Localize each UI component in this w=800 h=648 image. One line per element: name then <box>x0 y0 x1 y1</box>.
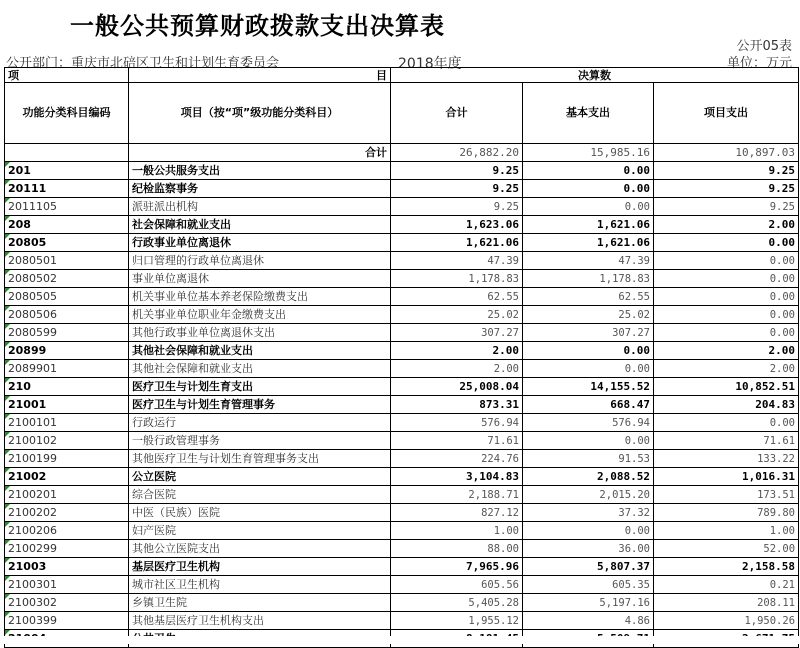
row-code[interactable] <box>5 414 129 432</box>
table-row <box>5 252 799 270</box>
row-project[interactable]: 208.11 <box>654 594 799 612</box>
row-basic[interactable]: 576.94 <box>523 414 654 432</box>
row-code-text: 2100199 <box>8 451 57 465</box>
row-basic[interactable]: 605.35 <box>523 576 654 594</box>
row-name[interactable]: 妇产医院 <box>129 522 391 540</box>
header-item-left[interactable]: 项 <box>5 68 129 83</box>
row-project[interactable]: 2.00 <box>654 216 799 234</box>
row-project[interactable]: 2.00 <box>654 360 799 378</box>
row-basic[interactable]: 0.00 <box>523 522 654 540</box>
cell-marker-icon <box>5 288 10 293</box>
row-total[interactable]: 9.25 <box>391 198 523 216</box>
row-project[interactable]: 0.00 <box>654 234 799 252</box>
row-total[interactable]: 62.55 <box>391 288 523 306</box>
row-name[interactable]: 城市社区卫生机构 <box>129 576 391 594</box>
row-code[interactable] <box>5 306 129 324</box>
department-label: 公开部门：重庆市北碚区卫生和计划生育委员会 <box>6 56 280 71</box>
header-final-amount[interactable]: 决算数 <box>391 68 799 83</box>
row-name[interactable]: 派驻派出机构 <box>129 198 391 216</box>
row-basic[interactable]: 0.00 <box>523 432 654 450</box>
row-name[interactable]: 乡镇卫生院 <box>129 594 391 612</box>
row-basic[interactable]: 0.00 <box>523 180 654 198</box>
row-name[interactable]: 其他医疗卫生与计划生育管理事务支出 <box>129 450 391 468</box>
row-code[interactable] <box>5 558 129 576</box>
cell-marker-icon <box>5 540 10 545</box>
row-basic[interactable]: 14,155.52 <box>523 378 654 396</box>
row-code[interactable] <box>5 540 129 558</box>
table-row <box>5 216 799 234</box>
row-code-text: 2100201 <box>8 487 57 501</box>
row-total[interactable]: 827.12 <box>391 504 523 522</box>
row-name[interactable]: 基层医疗卫生机构 <box>129 558 391 576</box>
cell-marker-icon <box>5 558 10 563</box>
row-total[interactable]: 2.00 <box>391 342 523 360</box>
row-total[interactable]: 5,405.28 <box>391 594 523 612</box>
row-project[interactable]: 0.00 <box>654 324 799 342</box>
row-basic[interactable]: 62.55 <box>523 288 654 306</box>
cell-marker-icon <box>5 432 10 437</box>
header-project[interactable]: 项目支出 <box>654 83 799 144</box>
row-basic[interactable]: 37.32 <box>523 504 654 522</box>
row-code-text: 2100299 <box>8 541 57 555</box>
row-code[interactable] <box>5 576 129 594</box>
row-project[interactable]: 1,016.31 <box>654 468 799 486</box>
fiscal-year: 2018年度 <box>398 56 462 72</box>
row-code[interactable] <box>5 432 129 450</box>
row-total[interactable]: 9.25 <box>391 180 523 198</box>
row-code-text: 2011105 <box>8 199 57 213</box>
cell-marker-icon <box>5 306 10 311</box>
row-name[interactable]: 一般行政管理事务 <box>129 432 391 450</box>
row-name[interactable]: 综合医院 <box>129 486 391 504</box>
table-row <box>5 396 799 414</box>
table-row <box>5 468 799 486</box>
row-basic[interactable]: 0.00 <box>523 342 654 360</box>
row-name[interactable]: 机关事业单位基本养老保险缴费支出 <box>129 288 391 306</box>
cell-marker-icon <box>5 270 10 275</box>
row-project[interactable]: 52.00 <box>654 540 799 558</box>
row-name[interactable]: 其他基层医疗卫生机构支出 <box>129 612 391 630</box>
row-project[interactable]: 0.00 <box>654 306 799 324</box>
table-row <box>5 432 799 450</box>
row-code-text: 210 <box>8 379 31 393</box>
row-code[interactable] <box>5 252 129 270</box>
row-total[interactable]: 307.27 <box>391 324 523 342</box>
table-row <box>5 288 799 306</box>
row-basic[interactable]: 0.00 <box>523 162 654 180</box>
header-row-columns <box>5 83 799 144</box>
table-row <box>5 360 799 378</box>
row-basic[interactable]: 47.39 <box>523 252 654 270</box>
row-project[interactable]: 1,950.26 <box>654 612 799 630</box>
row-code[interactable] <box>5 324 129 342</box>
cell-marker-icon <box>5 594 10 599</box>
row-code[interactable] <box>5 594 129 612</box>
row-project[interactable]: 9.25 <box>654 198 799 216</box>
table-row <box>5 450 799 468</box>
row-code[interactable] <box>5 486 129 504</box>
row-project[interactable]: 71.61 <box>654 432 799 450</box>
row-project[interactable]: 1.00 <box>654 522 799 540</box>
row-name[interactable]: 机关事业单位职业年金缴费支出 <box>129 306 391 324</box>
row-total[interactable]: 9.25 <box>391 162 523 180</box>
row-name[interactable]: 其他社会保障和就业支出 <box>129 342 391 360</box>
sheet-bottom-edge <box>0 636 800 644</box>
row-project[interactable]: 204.83 <box>654 396 799 414</box>
row-basic[interactable]: 91.53 <box>523 450 654 468</box>
row-code-text: 208 <box>8 217 31 231</box>
cell-marker-icon <box>5 504 10 509</box>
table-row <box>5 324 799 342</box>
cell-marker-icon <box>5 576 10 581</box>
row-code-text: 20805 <box>8 235 47 249</box>
row-basic[interactable]: 25.02 <box>523 306 654 324</box>
row-project[interactable]: 133.22 <box>654 450 799 468</box>
row-project[interactable]: 789.80 <box>654 504 799 522</box>
table-row <box>5 342 799 360</box>
row-total[interactable]: 1,955.12 <box>391 612 523 630</box>
row-code[interactable] <box>5 288 129 306</box>
row-name[interactable]: 其他社会保障和就业支出 <box>129 360 391 378</box>
table-row <box>5 522 799 540</box>
row-project[interactable]: 0.21 <box>654 576 799 594</box>
row-basic[interactable]: 2,015.20 <box>523 486 654 504</box>
cell-marker-icon <box>5 162 10 167</box>
row-code[interactable] <box>5 162 129 180</box>
row-name[interactable]: 行政事业单位离退休 <box>129 234 391 252</box>
row-name[interactable]: 行政运行 <box>129 414 391 432</box>
row-total[interactable]: 47.39 <box>391 252 523 270</box>
table-row <box>5 162 799 180</box>
row-code[interactable] <box>5 450 129 468</box>
row-code[interactable] <box>5 216 129 234</box>
header-code[interactable]: 功能分类科目编码 <box>5 83 129 144</box>
row-basic[interactable]: 1,621.06 <box>523 216 654 234</box>
row-total[interactable]: 71.61 <box>391 432 523 450</box>
cell-marker-icon <box>5 360 10 365</box>
row-project[interactable]: 2,158.58 <box>654 558 799 576</box>
row-total[interactable]: 605.56 <box>391 576 523 594</box>
table-row <box>5 576 799 594</box>
cell-marker-icon <box>5 216 10 221</box>
table-row <box>5 198 799 216</box>
table-row <box>5 612 799 630</box>
header-item-right[interactable]: 目 <box>129 68 391 83</box>
row-total[interactable]: 576.94 <box>391 414 523 432</box>
row-name[interactable]: 归口管理的行政单位离退休 <box>129 252 391 270</box>
row-code[interactable] <box>5 234 129 252</box>
row-code-text: 2100302 <box>8 595 57 609</box>
row-code-text: 21002 <box>8 469 47 483</box>
table-row <box>5 594 799 612</box>
row-code[interactable] <box>5 612 129 630</box>
table-row <box>5 306 799 324</box>
row-code-text: 2080501 <box>8 253 57 267</box>
row-code-text: 21003 <box>8 559 47 573</box>
row-code-text: 2100399 <box>8 613 57 627</box>
cell-marker-icon <box>5 522 10 527</box>
row-code-text: 2080599 <box>8 325 57 339</box>
row-basic[interactable]: 0.00 <box>523 198 654 216</box>
table-row <box>5 414 799 432</box>
table-row <box>5 180 799 198</box>
report-title: 一般公共预算财政拨款支出决算表 <box>70 12 445 40</box>
total-label[interactable]: 合计 <box>129 144 391 162</box>
row-basic[interactable]: 5,807.37 <box>523 558 654 576</box>
row-total[interactable]: 1,178.83 <box>391 270 523 288</box>
header-row-top <box>5 68 799 83</box>
row-basic[interactable]: 1,178.83 <box>523 270 654 288</box>
row-name[interactable]: 纪检监察事务 <box>129 180 391 198</box>
row-name[interactable]: 其他公立医院支出 <box>129 540 391 558</box>
row-code-text: 2100102 <box>8 433 57 447</box>
row-total[interactable]: 25,008.04 <box>391 378 523 396</box>
row-basic[interactable]: 4.86 <box>523 612 654 630</box>
row-basic[interactable]: 668.47 <box>523 396 654 414</box>
row-basic[interactable]: 1,621.06 <box>523 234 654 252</box>
cell-marker-icon <box>5 324 10 329</box>
row-code[interactable] <box>5 396 129 414</box>
row-code-text: 201 <box>8 163 31 177</box>
row-total[interactable]: 2,188.71 <box>391 486 523 504</box>
row-name[interactable]: 公立医院 <box>129 468 391 486</box>
row-basic[interactable]: 0.00 <box>523 360 654 378</box>
row-project[interactable]: 0.00 <box>654 252 799 270</box>
row-name[interactable]: 中医（民族）医院 <box>129 504 391 522</box>
row-total[interactable]: 224.76 <box>391 450 523 468</box>
row-total[interactable]: 2.00 <box>391 360 523 378</box>
currency-unit: 单位：万元 <box>726 56 792 71</box>
expenditure-table <box>4 67 799 648</box>
cell-marker-icon <box>5 198 10 203</box>
table-row <box>5 486 799 504</box>
cell-marker-icon <box>5 450 10 455</box>
row-code-text: 21001 <box>8 397 47 411</box>
row-code[interactable] <box>5 180 129 198</box>
row-basic[interactable]: 5,197.16 <box>523 594 654 612</box>
row-total[interactable]: 25.02 <box>391 306 523 324</box>
table-row <box>5 270 799 288</box>
document-code: 公开05表 <box>736 39 792 54</box>
table-row <box>5 378 799 396</box>
row-code[interactable] <box>5 504 129 522</box>
row-project[interactable]: 0.00 <box>654 288 799 306</box>
table-row <box>5 558 799 576</box>
row-total[interactable]: 1,621.06 <box>391 234 523 252</box>
row-total[interactable]: 3,104.83 <box>391 468 523 486</box>
cell-marker-icon <box>5 342 10 347</box>
total-total[interactable]: 26,882.20 <box>391 144 523 162</box>
row-code-text: 2080506 <box>8 307 57 321</box>
row-code-text: 20899 <box>8 343 47 357</box>
header-basic[interactable]: 基本支出 <box>523 83 654 144</box>
header-total[interactable]: 合计 <box>391 83 523 144</box>
row-code[interactable] <box>5 468 129 486</box>
cell-marker-icon <box>5 414 10 419</box>
row-name[interactable]: 其他行政事业单位离退休支出 <box>129 324 391 342</box>
row-code-text: 2100202 <box>8 505 57 519</box>
row-project[interactable]: 10,852.51 <box>654 378 799 396</box>
row-code-text: 2080505 <box>8 289 57 303</box>
row-total[interactable]: 1.00 <box>391 522 523 540</box>
row-project[interactable]: 2.00 <box>654 342 799 360</box>
row-basic[interactable]: 36.00 <box>523 540 654 558</box>
cell-marker-icon <box>5 630 10 635</box>
row-name[interactable]: 事业单位离退休 <box>129 270 391 288</box>
cell-marker-icon <box>5 396 10 401</box>
cell-marker-icon <box>5 378 10 383</box>
row-code[interactable] <box>5 198 129 216</box>
row-project[interactable]: 173.51 <box>654 486 799 504</box>
total-code-cell[interactable] <box>5 144 129 162</box>
row-code[interactable] <box>5 522 129 540</box>
table-row <box>5 234 799 252</box>
total-project[interactable]: 10,897.03 <box>654 144 799 162</box>
row-name[interactable]: 医疗卫生与计划生育管理事务 <box>129 396 391 414</box>
row-project[interactable]: 0.00 <box>654 270 799 288</box>
row-project[interactable]: 9.25 <box>654 162 799 180</box>
row-code-text: 2100301 <box>8 577 57 591</box>
cell-marker-icon <box>5 612 10 617</box>
row-name[interactable]: 社会保障和就业支出 <box>129 216 391 234</box>
row-project[interactable]: 0.00 <box>654 414 799 432</box>
row-code[interactable] <box>5 342 129 360</box>
row-code-text: 2100206 <box>8 523 57 537</box>
row-name[interactable]: 医疗卫生与计划生育支出 <box>129 378 391 396</box>
cell-marker-icon <box>5 486 10 491</box>
cell-marker-icon <box>5 252 10 257</box>
row-total[interactable]: 1,623.06 <box>391 216 523 234</box>
row-name[interactable]: 一般公共服务支出 <box>129 162 391 180</box>
header-name[interactable]: 项目（按“项”级功能分类科目） <box>129 83 391 144</box>
row-code-text: 2080502 <box>8 271 57 285</box>
total-basic[interactable]: 15,985.16 <box>523 144 654 162</box>
row-total[interactable]: 873.31 <box>391 396 523 414</box>
table-row <box>5 504 799 522</box>
row-project[interactable]: 9.25 <box>654 180 799 198</box>
row-code-text: 20111 <box>8 181 47 195</box>
row-code-text: 2100101 <box>8 415 57 429</box>
row-code[interactable] <box>5 360 129 378</box>
row-basic[interactable]: 2,088.52 <box>523 468 654 486</box>
row-code-text: 2089901 <box>8 361 57 375</box>
cell-marker-icon <box>5 180 10 185</box>
row-basic[interactable]: 307.27 <box>523 324 654 342</box>
total-row <box>5 144 799 162</box>
row-code[interactable] <box>5 270 129 288</box>
row-code[interactable] <box>5 378 129 396</box>
row-total[interactable]: 7,965.96 <box>391 558 523 576</box>
row-total[interactable]: 88.00 <box>391 540 523 558</box>
cell-marker-icon <box>5 234 10 239</box>
cell-marker-icon <box>5 468 10 473</box>
table-row <box>5 540 799 558</box>
